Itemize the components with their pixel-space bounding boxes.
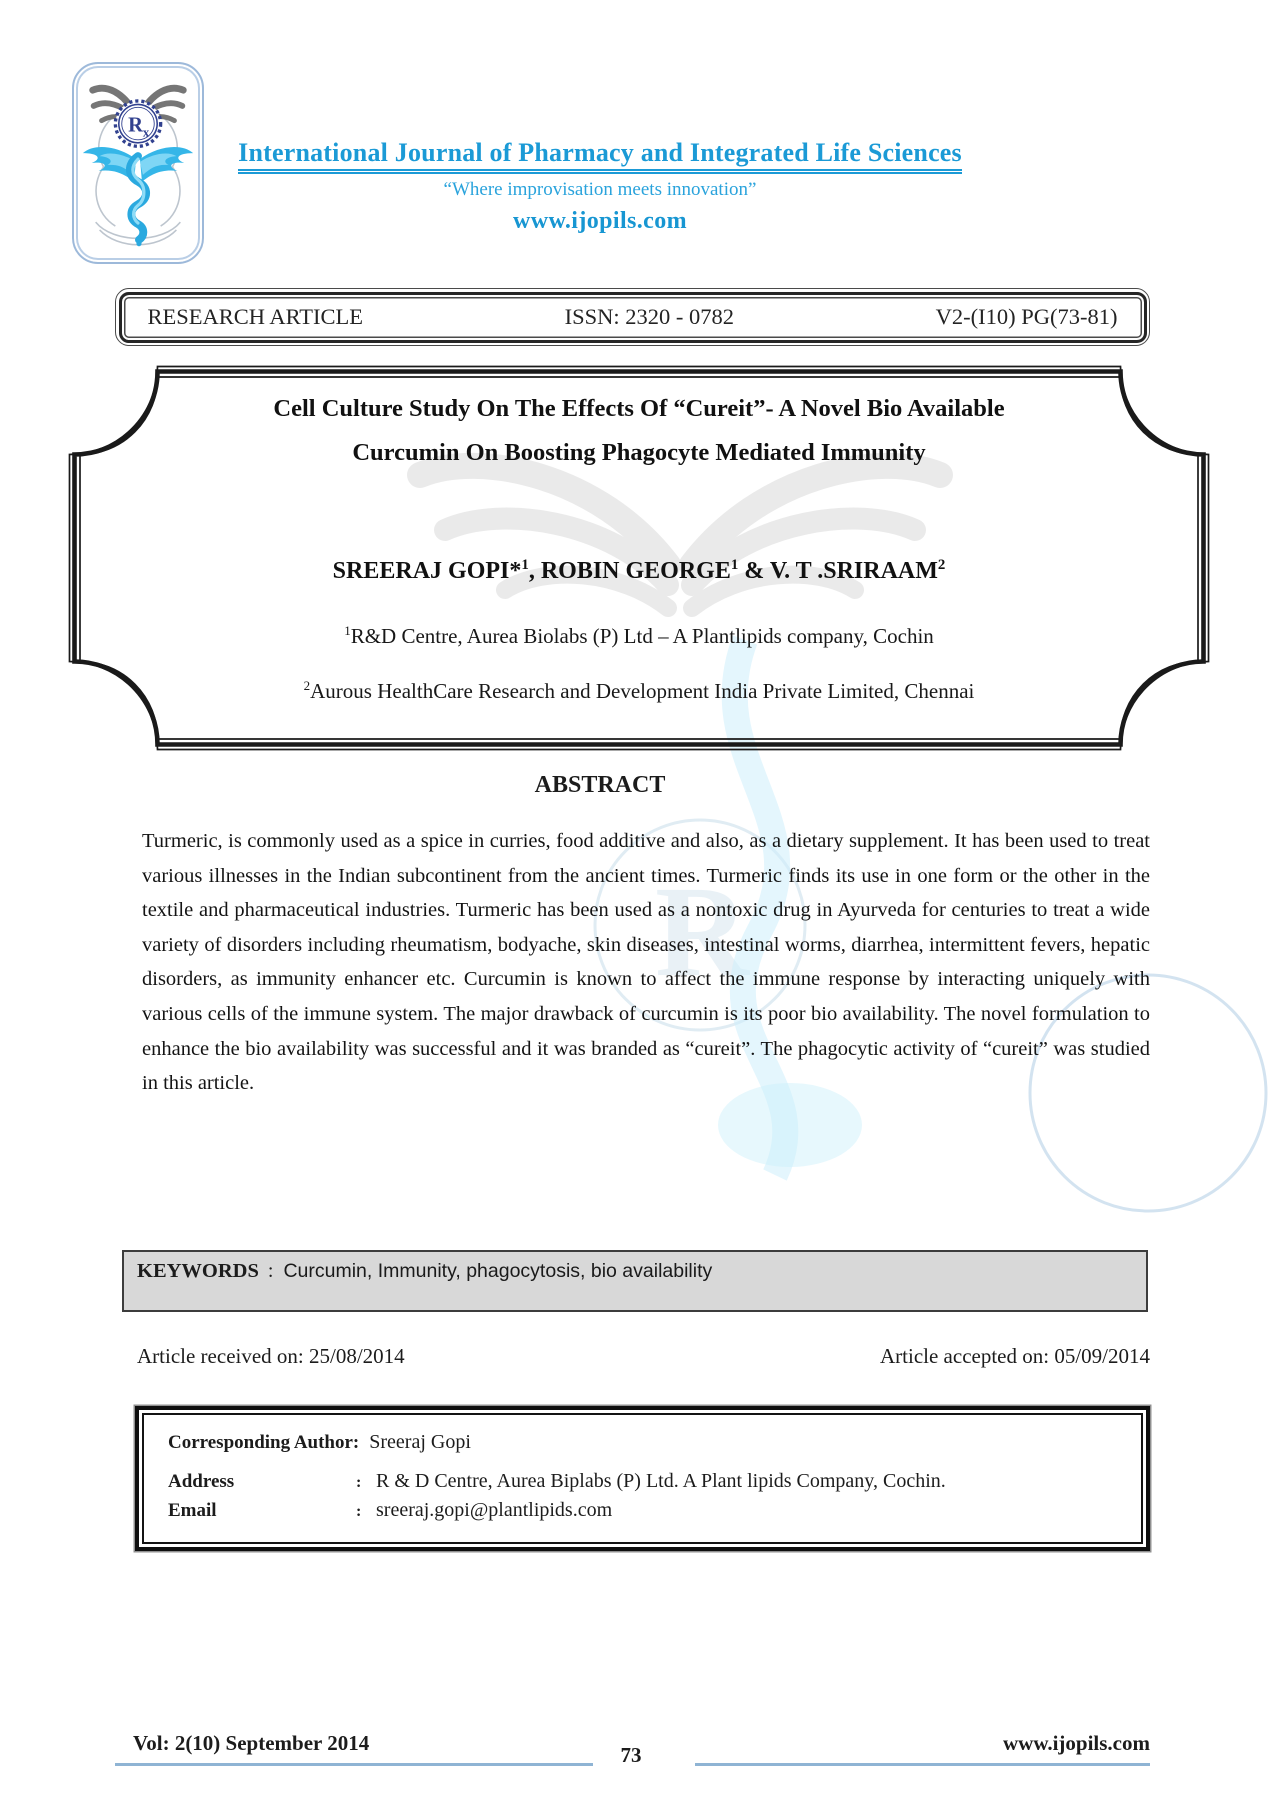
author-2-superscript: 1 — [730, 557, 739, 573]
address-value: R & D Centre, Aurea Biplabs (P) Ltd. A Plant lipids Company, Cochin. — [376, 1470, 946, 1492]
affiliation-2 — [68, 678, 1210, 704]
journal-tagline: “Where improvisation meets innovation” — [443, 179, 757, 200]
author-1-superscript: 1 — [521, 557, 529, 573]
keywords-separator: : — [267, 1260, 274, 1282]
article-title — [68, 387, 1210, 475]
email-colon: : — [356, 1503, 362, 1520]
masthead — [205, 138, 995, 235]
correspondence-box — [135, 1406, 1150, 1551]
keywords-value: Curcumin, Immunity, phagocytosis, bio availability — [283, 1260, 713, 1282]
issn-label: ISSN: 2320 - 0782 — [564, 304, 735, 329]
volume-pages-label: V2-(I10) PG(73-81) — [935, 304, 1118, 329]
email-label: Email — [168, 1500, 217, 1521]
footer-rule-left — [115, 1763, 593, 1766]
authors-line — [68, 557, 1210, 585]
email-value[interactable]: sreeraj.gopi@plantlipids.com — [376, 1499, 613, 1521]
affiliation-1-superscript: 1 — [344, 623, 351, 638]
caduceus-icon — [74, 64, 202, 262]
abstract-heading: ABSTRACT — [534, 772, 666, 798]
author-1: SREERAJ GOPI* — [332, 558, 522, 584]
article-dates — [115, 1344, 1150, 1369]
affiliation-1 — [68, 623, 1210, 649]
author-3-superscript: 2 — [937, 557, 946, 573]
author-2: , ROBIN GEORGE — [528, 558, 731, 584]
author-3: & V. T .SRIRAAM — [738, 558, 938, 584]
corresponding-author-value: Sreeraj Gopi — [369, 1431, 471, 1453]
rx-symbol: R — [128, 114, 144, 137]
meta-bar — [115, 288, 1150, 346]
affiliation-2-text: Aurous HealthCare Research and Development India Private Limited, Chennai — [310, 679, 975, 703]
footer-website-link[interactable]: www.ijopils.com — [1003, 1731, 1150, 1755]
article-title-line-2: Curcumin On Boosting Phagocyte Mediated Immunity — [352, 439, 926, 466]
keywords-box — [122, 1250, 1148, 1312]
address-label: Address — [168, 1471, 235, 1492]
title-frame — [68, 365, 1210, 751]
journal-website-link[interactable]: www.ijopils.com — [513, 208, 687, 234]
journal-logo — [72, 62, 204, 264]
rx-symbol-sub: x — [142, 125, 150, 140]
received-date: Article received on: 25/08/2014 — [137, 1344, 405, 1368]
page-number: 73 — [620, 1743, 642, 1767]
affiliation-1-text: R&D Centre, Aurea Biolabs (P) Ltd – A Plantlipids company, Cochin — [350, 624, 934, 648]
watermark-rx: R — [655, 860, 749, 1004]
footer-volume: Vol: 2(10) September 2014 — [133, 1731, 370, 1755]
footer-rule-right — [695, 1763, 1150, 1766]
accepted-date: Article accepted on: 05/09/2014 — [880, 1344, 1150, 1368]
corresponding-author-label: Corresponding Author: — [168, 1432, 360, 1453]
address-colon: : — [356, 1474, 362, 1491]
article-title-line-1: Cell Culture Study On The Effects Of “Cureit”- A Novel Bio Available — [273, 395, 1005, 422]
journal-title: International Journal of Pharmacy and Integrated Life Sciences — [238, 138, 962, 174]
keywords-label: KEYWORDS — [137, 1260, 259, 1282]
affiliation-2-superscript: 2 — [303, 678, 311, 693]
abstract-text: Turmeric, is commonly used as a spice in curries, food additive and also, as a dietary supplement. It has been used to treat various illnesses in the Indian subcontinent from the ancient times. Turmeric finds its use in one form or the other in the textile and pharmaceutical industries. Turmeric has been used as a nontoxic drug in Ayurveda for centuries to treat a wide variety of disorders including rheumatism, bodyache, skin diseases, intestinal worms, diarrhea, intermittent fevers, hepatic disorders, as immunity enhancer etc. Curcumin is known to affect the immune response by interacting uniquely with various cells of the immune system. The major drawback of curcumin is its poor bio availability. The novel formulation to enhance the bio availability was successful and it was branded as “cureit”. The phagocytic activity of “cureit” was studied in this article. — [142, 830, 1150, 1095]
article-type-label: RESEARCH ARTICLE — [147, 304, 364, 329]
